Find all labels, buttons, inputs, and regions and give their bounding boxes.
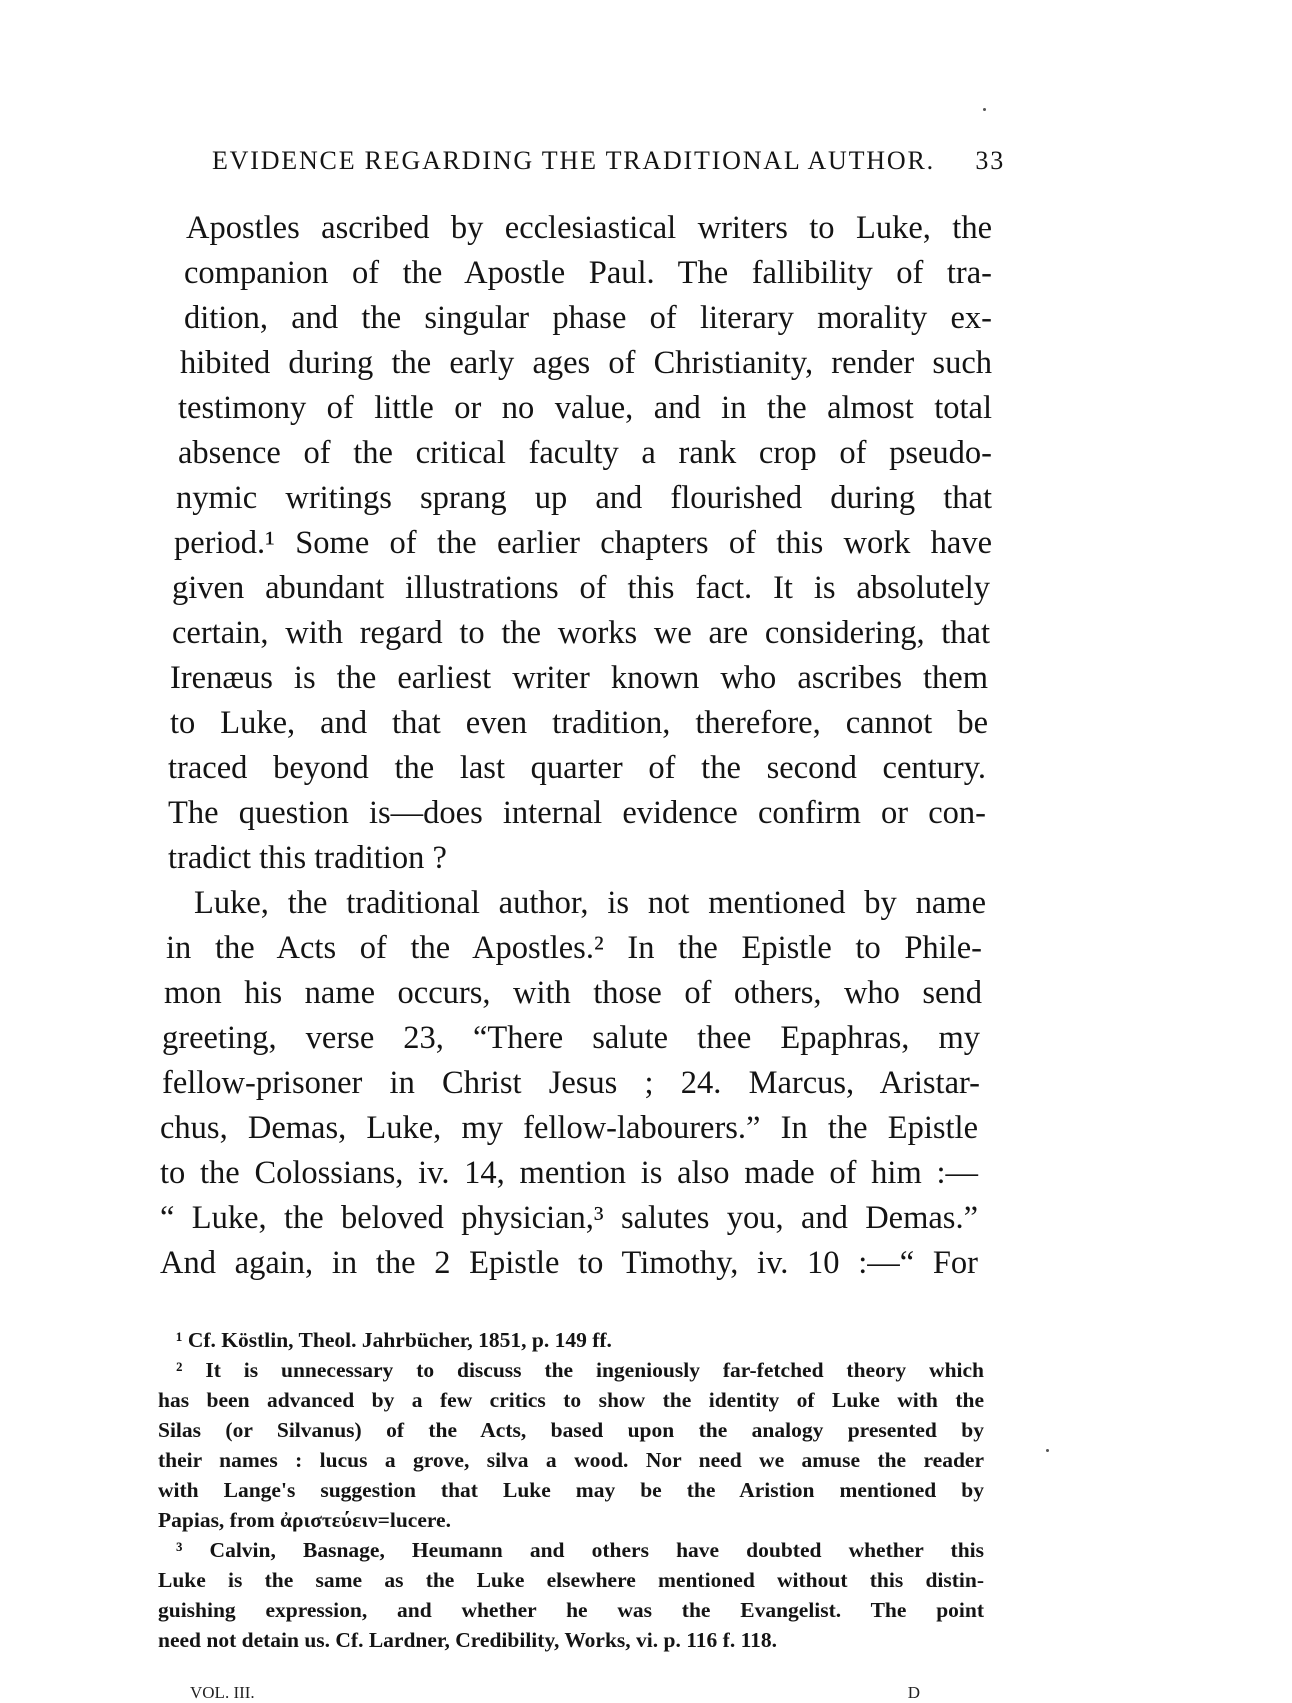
footnote-line: has been advanced by a few critics to show the identity of Luke with the (158, 1388, 984, 1412)
text-line: The question is—does internal evidence confirm or con- (168, 795, 986, 831)
text-line: mon his name occurs, with those of others, who send (164, 975, 982, 1011)
text-line: absence of the critical faculty a rank crop of pseudo- (178, 435, 992, 471)
footnote-line: Papias, from ἀριστεύειν=lucere. (158, 1508, 451, 1532)
text-line: greeting, verse 23, “There salute thee Epaphras, my (162, 1020, 980, 1056)
running-title: EVIDENCE REGARDING THE TRADITIONAL AUTHOR. (212, 146, 935, 175)
footnote-line: Silas (or Silvanus) of the Acts, based upon the analogy presented by (158, 1418, 984, 1442)
text-line: to Luke, and that even tradition, therefore, cannot be (170, 705, 988, 741)
footnote-line: need not detain us. Cf. Lardner, Credibility, Works, vi. p. 116 f. 118. (158, 1628, 778, 1652)
text-line: companion of the Apostle Paul. The fallibility of tra- (184, 255, 992, 291)
text-line: in the Acts of the Apostles.² In the Epistle to Phile- (166, 930, 982, 966)
page-number: 33 (975, 146, 1005, 175)
text-line: Irenæus is the earliest writer known who ascribes them (170, 660, 988, 696)
text-line: period.¹ Some of the earlier chapters of this work have (174, 525, 992, 561)
footnote-line: Luke is the same as the Luke elsewhere mentioned without this distin- (158, 1568, 984, 1592)
footnote-line: their names : lucus a grove, silva a wood. Nor need we amuse the reader (158, 1448, 984, 1472)
footnote-line: ¹ Cf. Köstlin, Theol. Jahrbücher, 1851, p. 149 ff. (176, 1328, 612, 1352)
footnote-line: with Lange's suggestion that Luke may be the Aristion mentioned by (158, 1478, 984, 1502)
text-line: Apostles ascribed by ecclesiastical writers to Luke, the (186, 210, 992, 246)
text-line: chus, Demas, Luke, my fellow-labourers.” In the Epistle (160, 1110, 978, 1146)
text-line: testimony of little or no value, and in the almost total (178, 390, 992, 426)
text-line: Luke, the traditional author, is not mentioned by name (194, 885, 986, 921)
text-line: fellow-prisoner in Christ Jesus ; 24. Marcus, Aristar- (162, 1065, 980, 1101)
volume-mark: VOL. III. (190, 1683, 255, 1702)
footnote-line: ² It is unnecessary to discuss the ingeniously far-fetched theory which (176, 1358, 984, 1382)
text-line: “ Luke, the beloved physician,³ salutes you, and Demas.” (160, 1200, 978, 1236)
signature-mark: D (907, 1683, 920, 1702)
running-header (212, 146, 1005, 176)
text-line: dition, and the singular phase of literary morality ex- (184, 300, 992, 336)
signature-line (190, 1683, 920, 1703)
text-line: to the Colossians, iv. 14, mention is also made of him :— (160, 1155, 978, 1191)
footnote-line: ³ Calvin, Basnage, Heumann and others have doubted whether this (176, 1538, 984, 1562)
text-line: hibited during the early ages of Christianity, render such (180, 345, 992, 381)
text-line: traced beyond the last quarter of the second century. (168, 750, 986, 786)
text-line: certain, with regard to the works we are considering, that (172, 615, 990, 651)
speck-mark (1046, 1449, 1049, 1452)
text-line: tradict this tradition ? (168, 840, 447, 876)
text-line: given abundant illustrations of this fact. It is absolutely (172, 570, 990, 606)
speck-mark (983, 108, 986, 111)
footnote-line: guishing expression, and whether he was the Evangelist. The point (158, 1598, 984, 1622)
text-line: nymic writings sprang up and flourished during that (176, 480, 992, 516)
text-line: And again, in the 2 Epistle to Timothy, iv. 10 :—“ For (160, 1245, 978, 1281)
